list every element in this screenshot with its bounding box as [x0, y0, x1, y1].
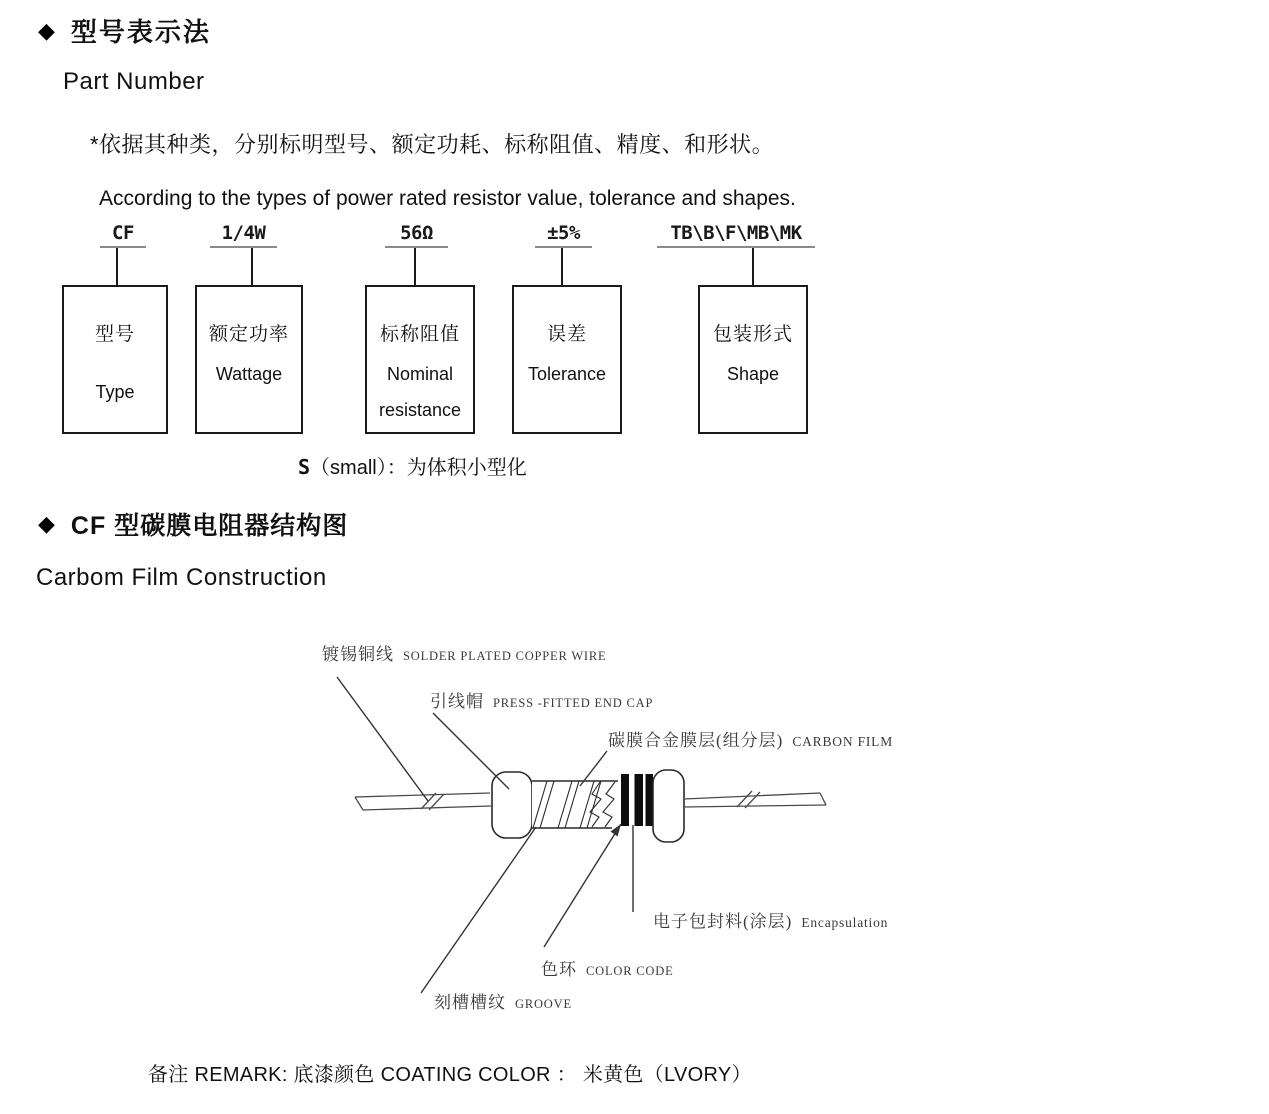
code-shape: TB\B\F\MB\MK [657, 222, 815, 248]
field-box-tolerance [512, 285, 622, 434]
left-lead-wire [355, 793, 491, 810]
connector-line [752, 248, 754, 285]
label-color-code-cn: 色环 [541, 960, 577, 979]
leader-lines [337, 677, 633, 993]
label-copper-wire [322, 640, 606, 665]
remark-line: 备注 REMARK: 底漆颜色 COATING COLOR ： 米黄色（LVORY） [148, 1064, 752, 1086]
leader-end-cap [433, 713, 509, 789]
label-encapsulation-en: Encapsulation [801, 915, 889, 930]
section2-heading [38, 506, 348, 542]
field-label-cn: 标称阻值 [379, 324, 460, 345]
field-box-type [62, 285, 168, 434]
resistor-body [532, 781, 621, 828]
section1-title-cn: 型号表示法 [70, 17, 211, 47]
section2-title-en: Carbom Film Construction [36, 564, 327, 591]
label-encapsulation-cn: 电子包封料(涂层) [653, 912, 793, 931]
connector-line [116, 248, 118, 285]
description-cn: *依据其种类，分别标明型号、额定功耗、标称阻值、精度、和形状。 [90, 132, 775, 157]
field-label-cn: 额定功率 [208, 324, 289, 345]
label-carbon-film-en: CARBON FILM [792, 734, 894, 749]
label-carbon-film-cn: 碳膜合金膜层(组分层) [608, 731, 784, 750]
diamond-bullet-icon: ◆ [38, 17, 55, 43]
label-groove-en: GROOVE [515, 997, 572, 1011]
small-note-prefix: S [298, 455, 311, 479]
label-color-code-en: COLOR CODE [586, 964, 674, 978]
description-en: According to the types of power rated resistor value, tolerance and shapes. [99, 187, 796, 210]
field-label-en: Type [95, 382, 135, 402]
code-wattage: 1/4W [210, 222, 277, 248]
label-end-cap [430, 687, 653, 712]
field-label-cn: 包装形式 [712, 324, 793, 345]
groove-lines [533, 781, 601, 828]
code-tolerance: ±5% [535, 222, 592, 248]
field-label-en: Shape [726, 364, 780, 384]
connector-line [414, 248, 416, 285]
leader-copper-wire [337, 677, 428, 801]
small-note-text: （small）：为体积小型化 [310, 457, 527, 479]
code-type: CF [100, 222, 146, 248]
leader-arrowhead-icon [611, 824, 622, 837]
label-end-cap-cn: 引线帽 [430, 692, 484, 711]
leader-color-code [544, 824, 621, 947]
label-end-cap-en: PRESS -FITTED END CAP [493, 696, 654, 710]
label-encapsulation [653, 907, 888, 932]
color-code-bands [621, 774, 653, 826]
leader-carbon-film [580, 751, 607, 786]
leader-groove [421, 827, 536, 993]
field-label-en: Tolerance [527, 364, 607, 384]
right-end-cap [653, 770, 684, 842]
section1-title-en: Part Number [63, 68, 205, 95]
field-label-en: Wattage [215, 364, 283, 384]
label-groove-cn: 刻槽槽纹 [434, 993, 506, 1012]
section1-heading [38, 12, 211, 49]
field-label-en: Nominal [386, 364, 454, 384]
field-label-en2: resistance [378, 400, 462, 420]
small-size-note [298, 451, 527, 480]
left-end-cap [492, 772, 532, 838]
break-zigzag [590, 782, 615, 827]
field-label-cn: 误差 [546, 324, 587, 345]
field-box-resistance [365, 285, 475, 434]
right-lead-wire [684, 791, 826, 808]
connector-line [561, 248, 563, 285]
diamond-bullet-icon: ◆ [38, 511, 55, 536]
field-label-cn: 型号 [94, 324, 135, 345]
section2-title-cn: CF 型碳膜电阻器结构图 [70, 512, 349, 540]
label-carbon-film [608, 726, 893, 751]
label-copper-wire-en: SOLDER PLATED COPPER WIRE [403, 649, 607, 663]
field-box-shape [698, 285, 808, 434]
field-box-wattage [195, 285, 303, 434]
label-copper-wire-cn: 镀锡铜线 [322, 645, 394, 664]
label-color-code [541, 955, 674, 980]
label-groove [434, 988, 572, 1013]
code-resistance: 56Ω [385, 222, 448, 248]
connector-line [251, 248, 253, 285]
